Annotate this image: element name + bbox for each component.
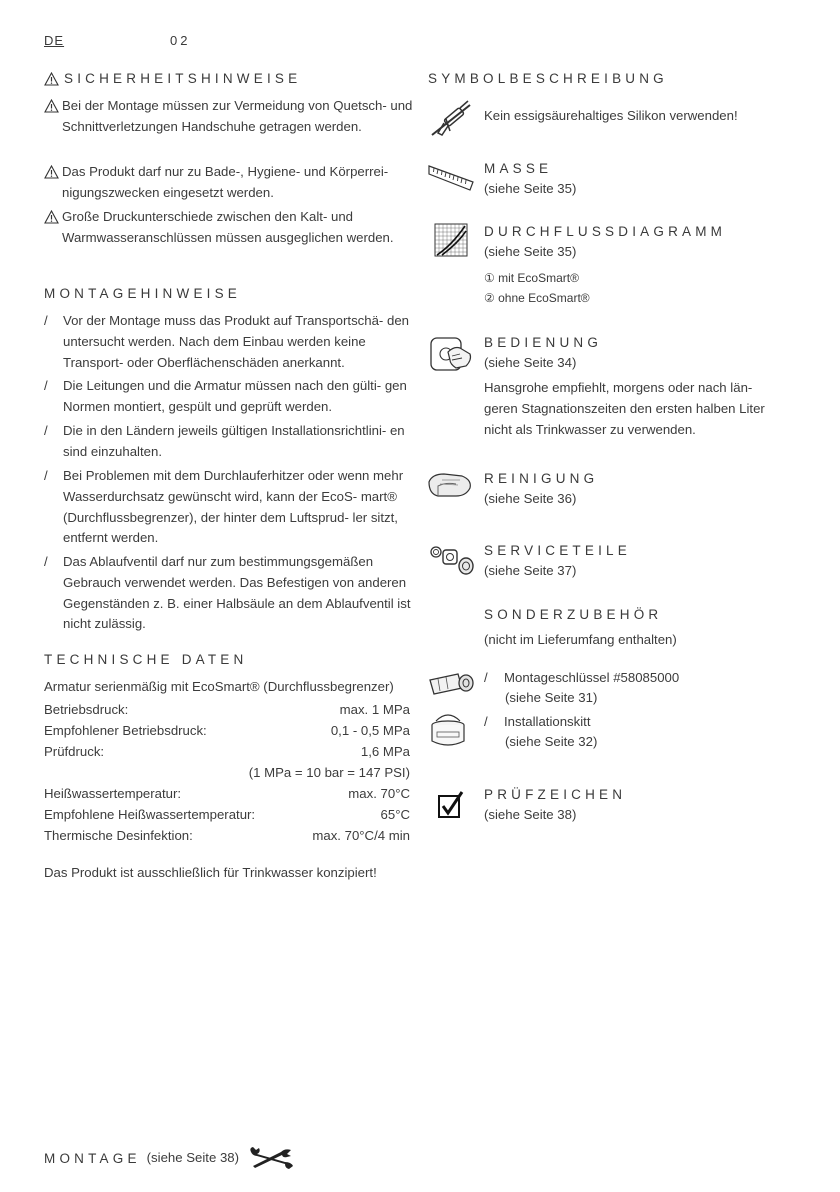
accessories-subtitle: (nicht im Lieferumfang enthalten) (484, 632, 677, 647)
warning-icon (44, 162, 60, 179)
operation-title: BEDIENUNG (484, 335, 603, 350)
silicone-gun-crossed-icon (430, 99, 474, 139)
test-mark-title: PRÜFZEICHEN (484, 787, 627, 802)
footer-ref: (siehe Seite 38) (146, 1149, 240, 1165)
flow-diagram-icon (434, 223, 468, 257)
warning-icon (44, 96, 60, 113)
service-parts-ref: (siehe Seite 37) (484, 563, 577, 578)
language-code: DE (44, 33, 65, 48)
accessory-bullet: / (484, 670, 488, 685)
accessory-bullet: / (484, 714, 488, 729)
tech-data-title: TECHNISCHE DATEN (44, 652, 248, 667)
checkmark-box-icon (437, 790, 465, 820)
tech-row: Prüfdruck: 1,6 MPa (44, 744, 410, 759)
hand-operating-icon (428, 334, 474, 374)
mounting-note-item: / Die Leitungen und die Armatur müssen nach den gülti- gen Normen montiert, gespült und geprüft werden. (44, 378, 407, 414)
mounting-note-item: / Die in den Ländern jeweils gültigen Installationsrichtlini- en sind einzuhalten. (44, 423, 405, 459)
warning-icon (44, 207, 60, 224)
service-parts-title: SERVICETEILE (484, 543, 631, 558)
mounting-notes-title: MONTAGEHINWEISE (44, 286, 242, 301)
drinking-water-note: Das Produkt ist ausschließlich für Trinkwasser konzipiert! (44, 865, 377, 880)
tech-row: Betriebsdruck: max. 1 MPa (44, 702, 410, 717)
tech-row: Empfohlener Betriebsdruck: 0,1 - 0,5 MPa (44, 723, 410, 738)
safety-heading (44, 71, 301, 86)
hand-cleaning-icon (426, 468, 474, 502)
mounting-note-item: / Bei Problemen mit dem Durchlauferhitzer oder wenn mehr Wasserdurchsatz gewünscht wird, kann der EcoS- mart® (Durchflussbegrenzer), der hinter dem Luftsprud- ler sitzt, entfernt werden. (44, 468, 404, 546)
tech-row: Empfohlene Heißwassertemperatur: 65°C (44, 807, 410, 822)
test-mark-ref: (siehe Seite 38) (484, 807, 577, 822)
silicone-note: Kein essigsäurehaltiges Silikon verwenden! (484, 108, 738, 123)
safety-title: SICHERHEITSHINWEISE (64, 71, 302, 86)
safety-item: Bei der Montage müssen zur Vermeidung von Quetsch- und Schnittverletzungen Handschuhe getragen werden. (44, 96, 416, 138)
safety-item: Große Druckunterschiede zwischen den Kalt- und Warmwasseranschlüssen müssen ausgeglichen werden. (44, 207, 416, 249)
tech-row: (1 MPa = 10 bar = 147 PSI) (248, 765, 410, 780)
operation-text: Hansgrohe empfiehlt, morgens oder nach län- geren Stagnationszeiten den ersten halben Liter nicht als Trinkwasser zu verwenden. (484, 380, 765, 437)
putty-can-icon (428, 711, 468, 751)
ruler-icon (428, 160, 474, 194)
accessory-putty-ref: (siehe Seite 32) (505, 734, 598, 749)
tech-intro: Armatur serienmäßig mit EcoSmart® (Durchflussbegrenzer) (44, 679, 394, 694)
safety-item: Das Produkt darf nur zu Bade-, Hygiene- und Körperrei- nigungszwecken eingesetzt werden. (44, 162, 416, 204)
tech-row: Thermische Desinfektion: max. 70°C/4 min (44, 828, 410, 843)
cleaning-title: REINIGUNG (484, 471, 599, 486)
service-parts-icon (428, 544, 476, 576)
operation-ref: (siehe Seite 34) (484, 355, 577, 370)
accessories-title: SONDERZUBEHÖR (484, 607, 663, 622)
mounting-note-item: / Vor der Montage muss das Produkt auf Transportschä- den untersucht werden. Nach dem Einbau werden keine Transport- oder Oberflächenschäden anerkannt. (44, 313, 409, 370)
accessory-mounting-key: Montageschlüssel #58085000 (504, 670, 680, 685)
masse-ref: (siehe Seite 35) (484, 181, 577, 196)
accessory-mounting-key-ref: (siehe Seite 31) (505, 690, 598, 705)
warning-icon (44, 72, 59, 86)
flow-legend-1: ① mit EcoSmart® (484, 271, 579, 285)
mounting-key-icon (428, 670, 476, 698)
footer-mounting (44, 1146, 295, 1170)
tech-row: Heißwassertemperatur: max. 70°C (44, 786, 410, 801)
page-number: 02 (170, 33, 191, 48)
accessory-putty: Installationskitt (504, 714, 591, 729)
cleaning-ref: (siehe Seite 36) (484, 491, 577, 506)
flow-diagram-title: DURCHFLUSSDIAGRAMM (484, 224, 727, 239)
footer-title: MONTAGE (44, 1150, 141, 1166)
wrench-icon (247, 1146, 295, 1170)
mounting-note-item: / Das Ablaufventil darf nur zum bestimmungsgemäßen Gebrauch verwendet werden. Das Befestigen von anderen Gegenständen z. B. einer Halbsäule an dem Ablaufventil ist nicht zulässig. (44, 554, 411, 632)
flow-legend-2: ② ohne EcoSmart® (484, 291, 590, 305)
symbols-title: SYMBOLBESCHREIBUNG (428, 71, 668, 86)
flow-diagram-ref: (siehe Seite 35) (484, 244, 577, 259)
masse-title: MASSE (484, 161, 553, 176)
